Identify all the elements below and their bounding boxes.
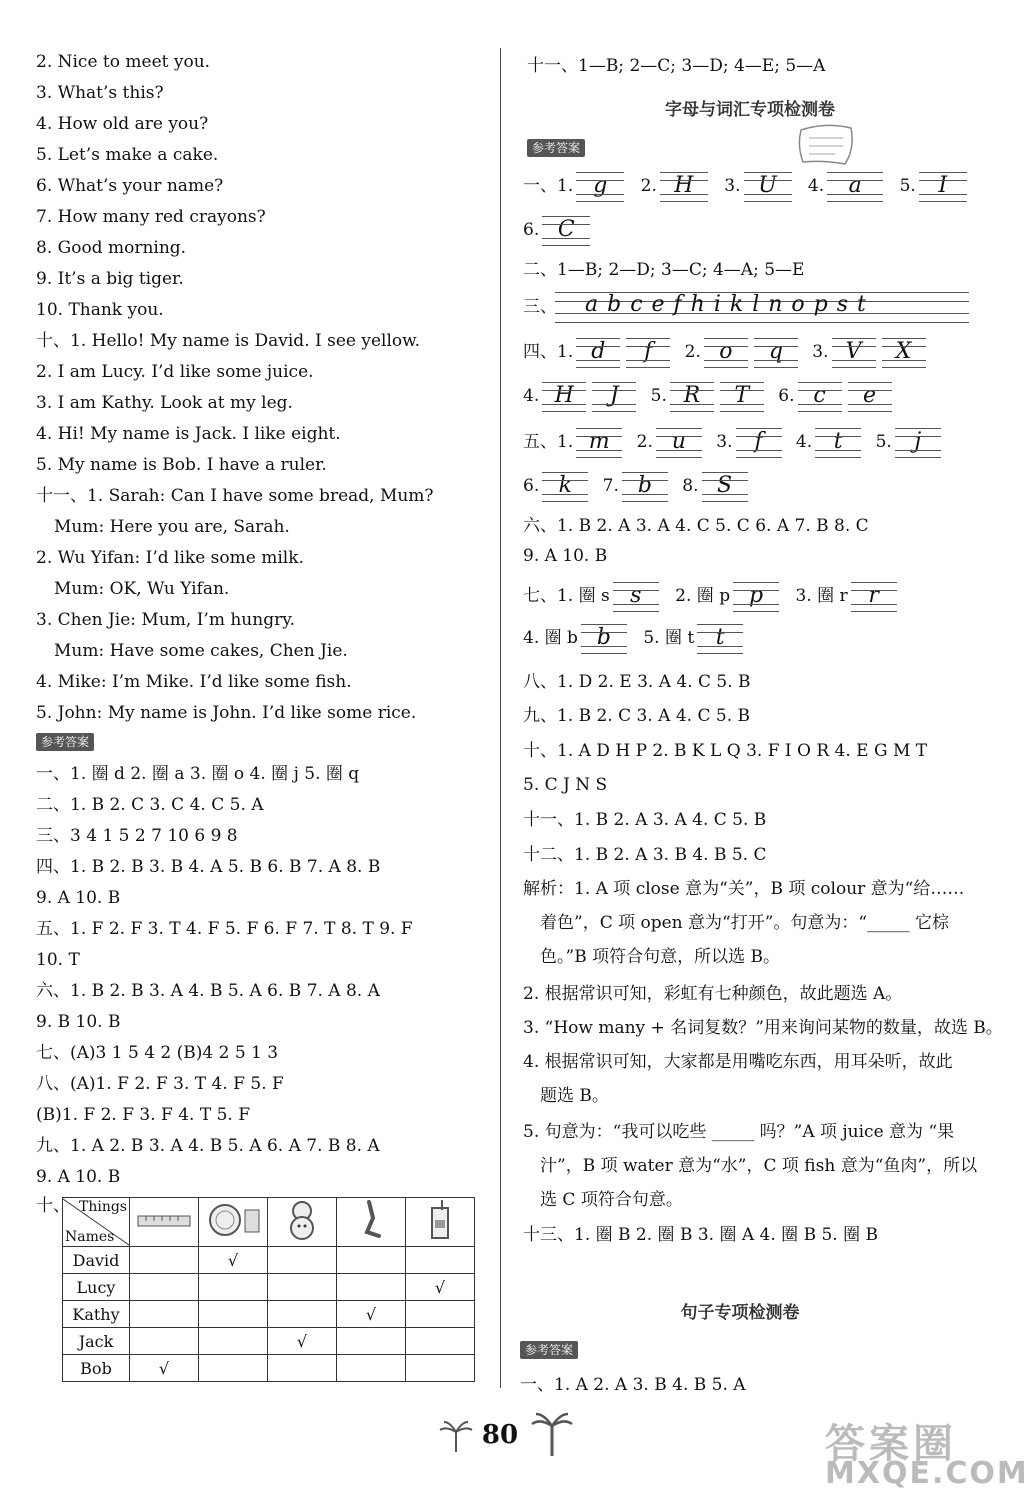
text-line: 九、1. A 2. B 3. A 4. B 5. A 6. A 7. B 8. A [36, 1136, 380, 1156]
text-line: 10. T [36, 950, 80, 970]
check-cell [337, 1274, 406, 1301]
hw-answer-4: a [848, 172, 862, 198]
check-cell [406, 1301, 475, 1328]
explanation-3: 3. “How many + 名词复数？”用来询问某物的数量，故选 B。 [523, 1018, 1003, 1038]
table-row [63, 1328, 475, 1355]
answer-line-10: 十、1. A D H P 2. B K L Q 3. F I O R 4. E G M T [523, 741, 928, 761]
column-divider [500, 48, 501, 1388]
item-number: 6. [778, 386, 795, 406]
explanation-1a: 解析：1. A 项 close 意为“关”，B 项 colour 意为“给…… [523, 879, 965, 899]
row-name: Lucy [63, 1274, 130, 1301]
hw-answer: u [671, 428, 686, 454]
hw-answer-3: U [758, 172, 777, 198]
check-cell [130, 1274, 199, 1301]
text-line: 7. How many red crayons? [36, 207, 266, 227]
text-line: 三、3 4 1 5 2 7 10 6 9 8 [36, 826, 238, 846]
answer-badge-right-2: 参考答案 [520, 1341, 578, 1359]
handwriting-row-5a [523, 426, 944, 458]
row-label: 七、1. 圈 s [523, 586, 610, 606]
hw-answer: t [715, 624, 725, 650]
text-line: 5. My name is Bob. I have a ruler. [36, 455, 327, 475]
answer-badge-right-1: 参考答案 [527, 139, 585, 157]
text-line: 9. A 10. B [36, 888, 121, 908]
right-top-line: 十一、1—B; 2—C; 3—D; 4—E; 5—A [527, 56, 826, 76]
row-label: 五、1. [523, 432, 574, 452]
text-line: 4. Mike: I’m Mike. I’d like some fish. [36, 672, 352, 692]
check-cell [199, 1301, 268, 1328]
text-line: 六、1. B 2. B 3. A 4. B 5. A 6. B 7. A 8. A [36, 981, 380, 1001]
explanation-5c: 选 C 项符合句意。 [540, 1190, 683, 1210]
answer-line-10b: 5. C J N S [523, 775, 608, 795]
item-number: 4. [795, 432, 813, 452]
handwriting-row-4a [523, 336, 929, 368]
item-number: 3. [724, 176, 741, 196]
header-things: Things [79, 1199, 127, 1215]
check-cell [130, 1301, 199, 1328]
hw-answer: q [768, 338, 783, 364]
text-line: 9. B 10. B [36, 1012, 121, 1032]
table-label: 十、 [36, 1196, 70, 1216]
check-cell [199, 1274, 268, 1301]
text-line: 6. What’s your name? [36, 176, 224, 196]
item-number: 4. [523, 386, 540, 406]
check-cell [268, 1355, 337, 1382]
check-cell [130, 1247, 199, 1274]
answer-line-11: 十一、1. B 2. A 3. A 4. C 5. B [523, 810, 767, 830]
leg-icon [337, 1198, 406, 1247]
hw-answer: X [895, 338, 912, 364]
check-cell: √ [130, 1355, 199, 1382]
item-number: 5. [650, 386, 667, 406]
answer-line-2: 二、1—B; 2—D; 3—C; 4—A; 5—E [523, 260, 805, 280]
check-cell [268, 1301, 337, 1328]
table-diagonal-header [63, 1199, 129, 1245]
check-cell [337, 1328, 406, 1355]
hw-answer: J [609, 382, 619, 408]
text-line: 八、(A)1. F 2. F 3. T 4. F 5. F [36, 1074, 284, 1094]
text-line: 四、1. B 2. B 3. B 4. A 5. B 6. B 7. A 8. B [36, 857, 381, 877]
hw-answer: p [749, 582, 764, 608]
hw-answer: f [644, 338, 653, 364]
answer-badge-left: 参考答案 [36, 733, 94, 751]
item-number: 3. [812, 342, 829, 362]
text-line: 一、1. 圈 d 2. 圈 a 3. 圈 o 4. 圈 j 5. 圈 q [36, 764, 360, 784]
check-cell: √ [268, 1328, 337, 1355]
hw-answer: t [833, 428, 843, 454]
check-cell [199, 1355, 268, 1382]
text-line: 4. Hi! My name is Jack. I like eight. [36, 424, 341, 444]
check-cell [268, 1274, 337, 1301]
text-line: 9. A 10. B [36, 1167, 121, 1187]
text-line: Mum: Here you are, Sarah. [54, 517, 290, 537]
hw-answer: H [554, 382, 574, 408]
text-line: 二、1. B 2. C 3. C 4. C 5. A [36, 795, 264, 815]
text-line: 十、1. Hello! My name is David. I see yellow. [36, 331, 421, 351]
number-eight-icon [268, 1198, 337, 1247]
answer-line-6b: 9. A 10. B [523, 546, 608, 566]
text-line: 5. Let’s make a cake. [36, 145, 219, 165]
check-cell [337, 1247, 406, 1274]
text-line: 8. Good morning. [36, 238, 187, 258]
check-cell [268, 1247, 337, 1274]
hw-answer: R [683, 382, 701, 408]
text-line: 10. Thank you. [36, 300, 164, 320]
item-number: 6. [523, 476, 540, 496]
handwriting-row-7b [523, 622, 746, 654]
table-row [63, 1301, 475, 1328]
hw-answer: S [716, 472, 733, 498]
item-number: 2. [684, 342, 701, 362]
handwriting-row-1 [523, 170, 970, 202]
answer-line-12: 十二、1. B 2. A 3. B 4. B 5. C [523, 845, 767, 865]
table-row [63, 1247, 475, 1274]
item-number: 5. [875, 432, 892, 452]
answer-line-6: 六、1. B 2. A 3. A 4. C 5. C 6. A 7. B 8. C [523, 516, 869, 536]
item-number: 4. 圈 b [523, 628, 578, 648]
ruler-icon [130, 1198, 199, 1247]
hw-answer: V [845, 338, 862, 364]
section-3-label: 三、 [523, 297, 557, 317]
text-line: 5. John: My name is John. I’d like some rice. [36, 703, 417, 723]
answer-line-8: 八、1. D 2. E 3. A 4. C 5. B [523, 672, 751, 692]
text-line: Mum: OK, Wu Yifan. [54, 579, 230, 599]
check-cell [406, 1355, 475, 1382]
item-number: 4. [807, 176, 825, 196]
text-line: 2. Wu Yifan: I’d like some milk. [36, 548, 304, 568]
check-cell: √ [337, 1301, 406, 1328]
score-stamp-icon [795, 120, 857, 168]
hw-answer: f [754, 428, 763, 454]
text-line: 2. Nice to meet you. [36, 52, 211, 72]
check-cell: √ [199, 1247, 268, 1274]
hw-answer-5: I [938, 172, 948, 198]
check-cell [406, 1328, 475, 1355]
table-row [63, 1355, 475, 1382]
hw-answer-2: H [674, 172, 694, 198]
row-name: David [63, 1247, 130, 1274]
text-line: (B)1. F 2. F 3. F 4. T 5. F [36, 1105, 251, 1125]
hw-answer: b [637, 472, 652, 498]
hw-answer: s [630, 582, 642, 608]
hw-answer: m [588, 428, 610, 454]
hw-answer: o [719, 338, 733, 364]
hw-answer: T [734, 382, 750, 408]
explanation-4b: 题选 B。 [540, 1086, 609, 1106]
juice-icon [406, 1198, 475, 1247]
hw-answer: d [591, 338, 606, 364]
handwriting-row-4b [523, 380, 895, 412]
hw-answer: r [868, 582, 879, 608]
row-name: Bob [63, 1355, 130, 1382]
hw-answer: j [914, 428, 922, 454]
explanation-1c: 色。”B 项符合句意，所以选 B。 [540, 947, 780, 967]
crayon-box-icon [199, 1198, 268, 1247]
text-line: 十一、1. Sarah: Can I have some bread, Mum? [36, 486, 434, 506]
explanation-4a: 4. 根据常识可知，大家都是用嘴吃东西，用耳朵听，故此 [523, 1052, 953, 1072]
row-name: Kathy [63, 1301, 130, 1328]
hw-answer-6: C [557, 216, 575, 242]
hw-answer-1: g [593, 172, 608, 198]
item-number: 5. 圈 t [643, 628, 695, 648]
hw-answer: k [558, 472, 572, 498]
item-number: 8. [682, 476, 699, 496]
alphabet-letters: abcefhiklnopst [585, 292, 875, 317]
check-cell [406, 1247, 475, 1274]
item-number: 3. 圈 r [795, 586, 848, 606]
watermark-line-1: 答案圈 [825, 1421, 957, 1467]
answer-line-9: 九、1. B 2. C 3. A 4. C 5. B [523, 706, 751, 726]
text-line: 3. I am Kathy. Look at my leg. [36, 393, 293, 413]
explanation-5b: 汁”，B 项 water 意为“水”，C 项 fish 意为“鱼肉”，所以 [540, 1156, 978, 1176]
hw-answer: c [813, 382, 826, 408]
check-cell [130, 1328, 199, 1355]
explanation-2: 2. 根据常识可知，彩虹有七种颜色，故此题选 A。 [523, 984, 903, 1004]
hw-answer: e [863, 382, 877, 408]
hw-answer: b [596, 624, 611, 650]
item-number: 2. [640, 176, 657, 196]
explanation-1b: 着色”，C 项 open 意为“打开”。句意为：“_____ 它棕 [540, 913, 950, 933]
item-number: 6. [523, 220, 540, 240]
header-names: Names [65, 1229, 115, 1245]
text-line: 七、(A)3 1 5 4 2 (B)4 2 5 1 3 [36, 1043, 279, 1063]
handwriting-row-1b [523, 214, 593, 246]
text-line: 五、1. F 2. F 3. T 4. F 5. F 6. F 7. T 8. T 9. F [36, 919, 413, 939]
item-number: 2. 圈 p [675, 586, 731, 606]
section-title-sentences: 句子专项检测卷 [680, 1303, 800, 1323]
item-number: 2. [636, 432, 653, 452]
palm-tree-icon-right [530, 1410, 574, 1458]
check-cell [199, 1328, 268, 1355]
item-number: 7. [602, 476, 619, 496]
handwriting-row-5b [523, 470, 751, 502]
watermark-line-2: MXQE.COM [825, 1456, 1029, 1491]
text-line: 3. What’s this? [36, 83, 164, 103]
page-number: 80 [481, 1420, 519, 1450]
handwriting-row-7a [523, 580, 900, 612]
row-label: 一、1. [523, 176, 574, 196]
answer-table [62, 1197, 475, 1382]
alphabet-handwriting [555, 292, 969, 322]
text-line: 9. It’s a big tiger. [36, 269, 184, 289]
text-line: 2. I am Lucy. I’d like some juice. [36, 362, 314, 382]
text-line: 4. How old are you? [36, 114, 209, 134]
section-title-letters-vocab: 字母与词汇专项检测卷 [665, 100, 835, 120]
text-line: 3. Chen Jie: Mum, I’m hungry. [36, 610, 295, 630]
row-label: 四、1. [523, 342, 574, 362]
item-number: 3. [716, 432, 733, 452]
answer-line-last: 一、1. A 2. A 3. B 4. B 5. A [520, 1375, 746, 1395]
check-cell [337, 1355, 406, 1382]
row-name: Jack [63, 1328, 130, 1355]
watermark [825, 1412, 1029, 1491]
check-cell: √ [406, 1274, 475, 1301]
palm-tree-icon-left [438, 1418, 474, 1454]
answer-line-13: 十三、1. 圈 B 2. 圈 B 3. 圈 A 4. 圈 B 5. 圈 B [523, 1225, 878, 1245]
text-line: Mum: Have some cakes, Chen Jie. [54, 641, 348, 661]
item-number: 5. [899, 176, 916, 196]
explanation-5a: 5. 句意为：“我可以吃些 _____ 吗？”A 项 juice 意为 “果 [523, 1122, 955, 1142]
table-row [63, 1274, 475, 1301]
